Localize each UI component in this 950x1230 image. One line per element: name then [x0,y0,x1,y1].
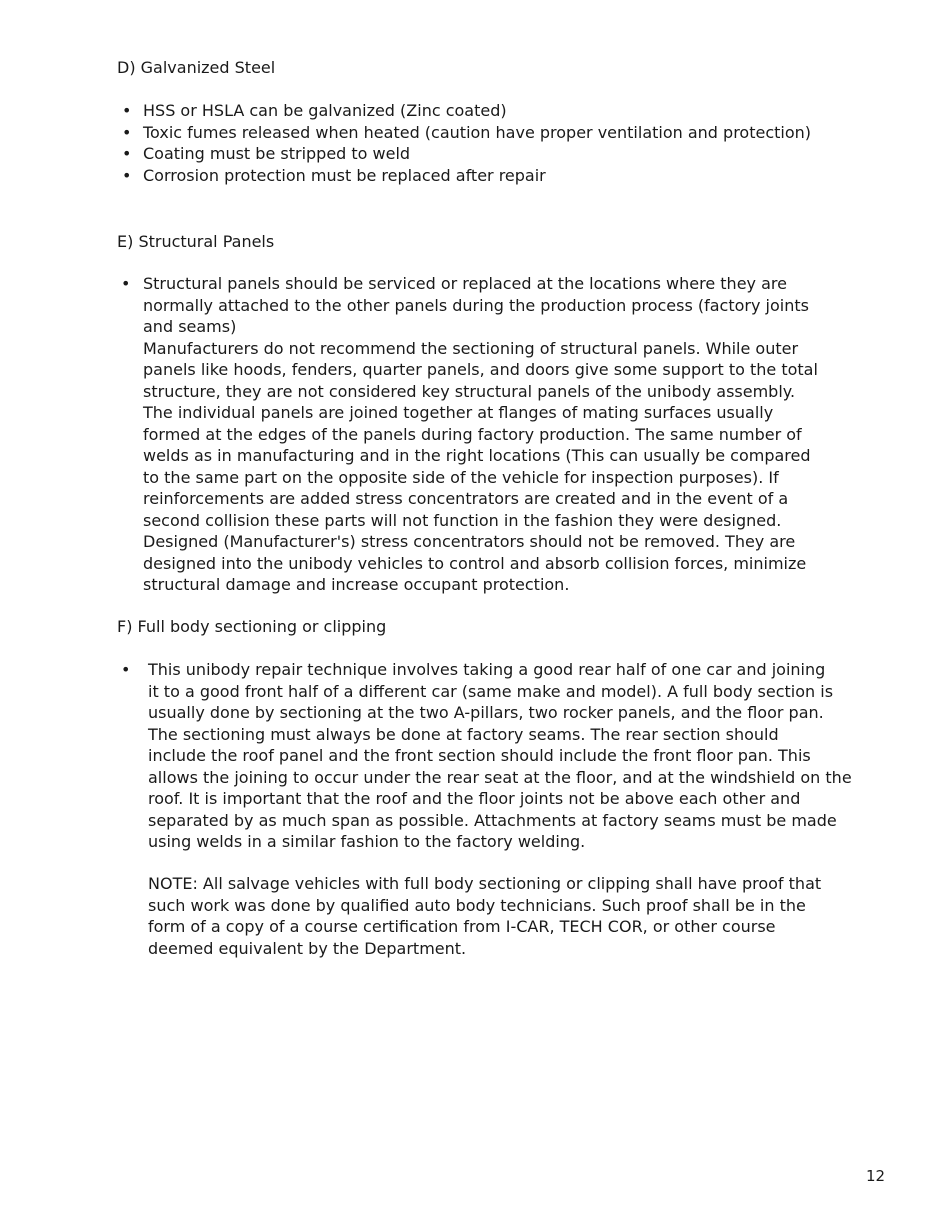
section-f-paragraph [121,659,852,853]
paragraph-line: Designed (Manufacturer's) stress concentrators should not be removed. They are [143,532,796,551]
bullet-icon: • [121,274,131,293]
note-line: form of a copy of a course certification from I-CAR, TECH COR, or other course [148,917,776,936]
paragraph-line: reinforcements are added stress concentrators are created and in the event of a [143,489,789,508]
list-item [117,100,811,122]
paragraph-line: roof. It is important that the roof and the floor joints not be above each other and [148,789,801,808]
bullet-icon: • [122,144,132,163]
bullet-text: Corrosion protection must be replaced after repair [143,165,546,185]
note-paragraph [148,873,821,959]
section-e-heading: E) Structural Panels [117,232,275,251]
paragraph-line: Manufacturers do not recommend the sectioning of structural panels. While outer [143,338,799,358]
bullet-icon: • [121,660,131,679]
paragraph-line: panels like hoods, fenders, quarter panels, and doors give some support to the total [143,360,818,379]
section-f-heading: F) Full body sectioning or clipping [117,617,387,636]
paragraph-line: allows the joining to occur under the rear seat at the floor, and at the windshield on the [148,767,852,787]
paragraph-line: structural damage and increase occupant protection. [143,575,570,594]
bullet-text: Coating must be stripped to weld [143,144,411,163]
bullet-icon: • [122,122,132,142]
list-item [117,122,811,144]
paragraph-line: This unibody repair technique involves taking a good rear half of one car and joining [148,660,826,679]
paragraph-line: Structural panels should be serviced or replaced at the locations where they are [143,274,787,293]
paragraph-line: welds as in manufacturing and in the right locations (This can usually be compared [143,446,811,465]
page-number: 12 [866,1167,886,1185]
paragraph-line: designed into the unibody vehicles to control and absorb collision forces, minimize [143,553,807,573]
paragraph-line: The individual panels are joined together at flanges of mating surfaces usually [143,403,774,422]
note-line: such work was done by qualified auto body technicians. Such proof shall be in the [148,895,806,915]
bullet-text: Toxic fumes released when heated (caution have proper ventilation and protection) [143,122,812,142]
list-item [117,143,811,165]
paragraph-line: to the same part on the opposite side of the vehicle for inspection purposes). If [143,467,779,487]
paragraph-line: normally attached to the other panels during the production process (factory joints [143,295,809,315]
paragraph-line: separated by as much span as possible. Attachments at factory seams must be made [148,810,837,830]
bullet-text: HSS or HSLA can be galvanized (Zinc coated) [143,101,507,120]
note-line: NOTE: All salvage vehicles with full body sectioning or clipping shall have proof that [148,874,822,893]
paragraph-line: and seams) [143,317,237,336]
section-d-bullet-list [117,100,811,186]
paragraph-line: usually done by sectioning at the two A-pillars, two rocker panels, and the floor pan. [148,703,824,722]
list-item [117,165,811,187]
paragraph-line: The sectioning must always be done at factory seams. The rear section should [148,724,779,744]
paragraph-line: structure, they are not considered key structural panels of the unibody assembly. [143,381,796,401]
bullet-icon: • [122,101,132,120]
paragraph-line: formed at the edges of the panels during factory production. The same number of [143,424,802,444]
section-e-paragraph [121,273,818,596]
paragraph-line: it to a good front half of a different car (same make and model). A full body section is [148,681,834,701]
paragraph-line: include the roof panel and the front section should include the front floor pan. This [148,746,811,765]
section-d-heading: D) Galvanized Steel [117,58,276,77]
paragraph-line: second collision these parts will not function in the fashion they were designed. [143,510,782,530]
note-line: deemed equivalent by the Department. [148,938,467,958]
bullet-icon: • [122,165,132,185]
paragraph-line: using welds in a similar fashion to the factory welding. [148,832,586,851]
